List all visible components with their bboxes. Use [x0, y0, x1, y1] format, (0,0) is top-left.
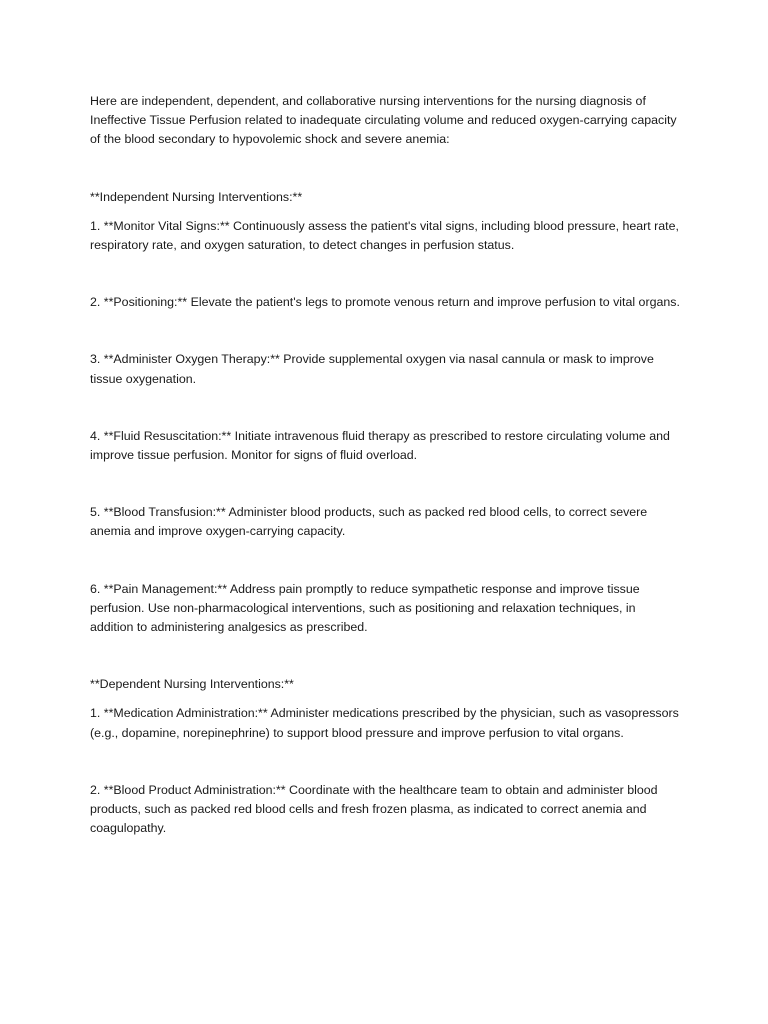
list-item: 3. **Administer Oxygen Therapy:** Provide supplemental oxygen via nasal cannula or mask to improve tissue oxygenation.: [90, 352, 654, 386]
document-page: [90, 92, 680, 876]
intro-paragraph: Here are independent, dependent, and collaborative nursing interventions for the nursing diagnosis of Ineffective Tissue Perfusion related to inadequate circulating volume and reduced oxygen-carrying capacity of the blood secondary to hypovolemic shock and severe anemia:: [90, 94, 677, 147]
list-item: 6. **Pain Management:** Address pain promptly to reduce sympathetic response and improve tissue perfusion. Use non-pharmacological interventions, such as positioning and relaxation techniques, in addition to administering analgesics as prescribed.: [90, 581, 640, 635]
list-item: 2. **Blood Product Administration:** Coordinate with the healthcare team to obtain and administer blood products, such as packed red blood cells and fresh frozen plasma, as indicated to correct anemia and coagulopathy.: [90, 782, 658, 836]
section-heading-dependent: **Dependent Nursing Interventions:**: [90, 677, 294, 692]
section-heading-independent: **Independent Nursing Interventions:**: [90, 189, 303, 204]
list-item: 1. **Medication Administration:** Administer medications prescribed by the physician, such as vasopressors (e.g., dopamine, norepinephrine) to support blood pressure and improve perfusion to vital organs.: [90, 706, 679, 740]
list-item: 1. **Monitor Vital Signs:** Continuously assess the patient's vital signs, including blood pressure, heart rate, respiratory rate, and oxygen saturation, to detect changes in perfusion status.: [90, 218, 679, 253]
list-item: 4. **Fluid Resuscitation:** Initiate intravenous fluid therapy as prescribed to restore circulating volume and improve tissue perfusion. Monitor for signs of fluid overload.: [90, 428, 670, 463]
list-item: 5. **Blood Transfusion:** Administer blood products, such as packed red blood cells, to correct severe anemia and improve oxygen-carrying capacity.: [90, 505, 648, 539]
list-item: 2. **Positioning:** Elevate the patient's legs to promote venous return and improve perfusion to vital organs.: [90, 295, 680, 310]
